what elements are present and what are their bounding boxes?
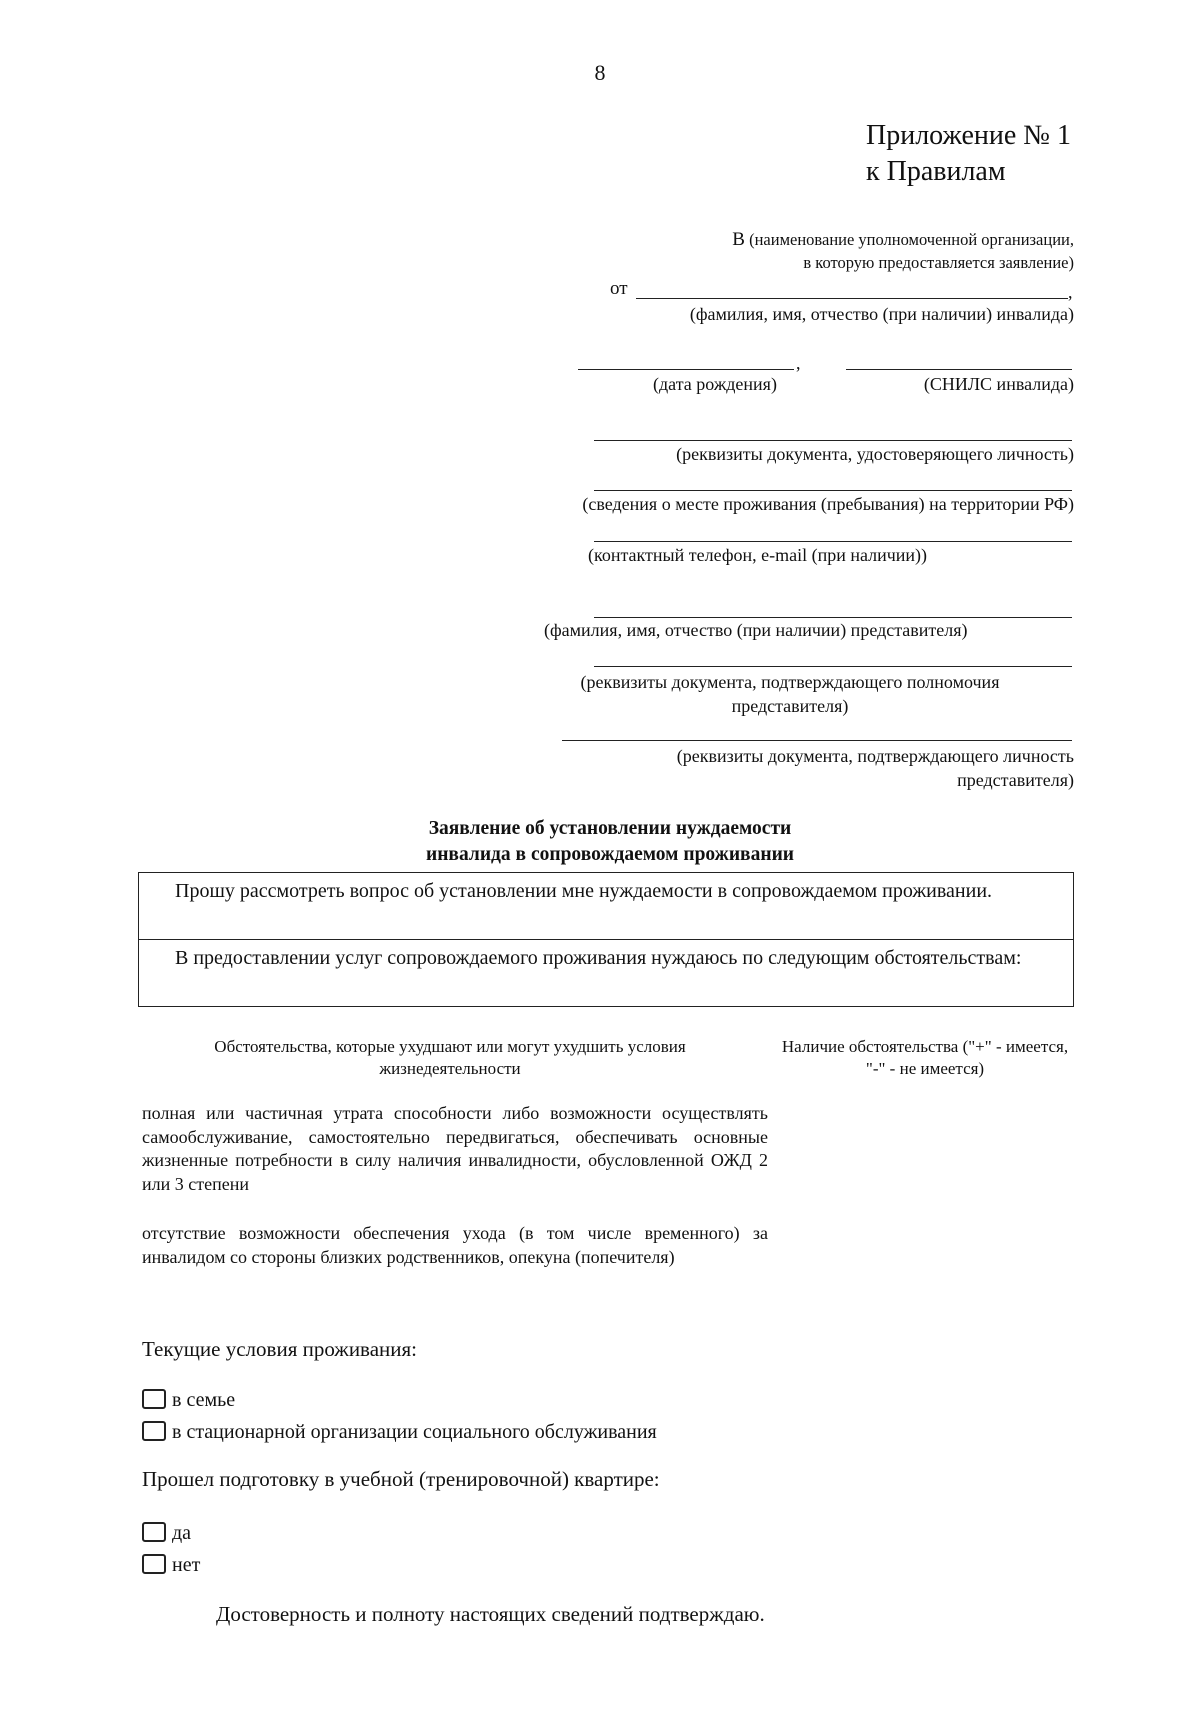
living-option-institution[interactable]	[142, 1417, 657, 1447]
living-option-institution-label: в стационарной организации социального обслуживания	[172, 1421, 657, 1443]
circumstance-row-1: полная или частичная утрата способности либо возможности осуществлять самообслуживание, самостоятельно передвигаться, обеспечивать основные жизненные потребности в силу наличия инвалидности, обусловленной ОЖД 2 или 3 степени	[142, 1103, 768, 1194]
circumstance-row-2: отсутствие возможности обеспечения ухода (в том числе временного) за инвалидом со стороны близких родственников, опекуна (попечителя)	[142, 1223, 768, 1267]
representative-fio-field[interactable]	[594, 617, 1072, 618]
id-document-caption: (реквизиты документа, удостоверяющего личность)	[676, 444, 1074, 464]
fio-comma: ,	[1068, 282, 1073, 302]
living-option-family[interactable]	[142, 1385, 235, 1415]
representative-power-caption-2: представителя)	[731, 696, 849, 716]
from-prefix: от	[610, 278, 628, 299]
living-option-family-label: в семье	[172, 1389, 236, 1411]
recipient-block	[660, 228, 1074, 274]
birth-comma: ,	[796, 353, 801, 373]
request-box	[138, 872, 1074, 1007]
training-option-no[interactable]	[142, 1550, 200, 1580]
representative-power-caption-1: (реквизиты документа, подтверждающего полномочия	[580, 672, 1000, 692]
birth-date-field[interactable]	[578, 369, 794, 370]
training-option-no-label: нет	[172, 1554, 201, 1576]
representative-fio-caption: (фамилия, имя, отчество (при наличии) представителя)	[544, 620, 968, 640]
representative-id-caption-2: представителя)	[957, 770, 1074, 790]
circumstances-column-header: Обстоятельства, которые ухудшают или могут ухудшить условия жизнедеятельности	[214, 1037, 686, 1078]
presence-column-header: Наличие обстоятельства ("+" - имеется, "-" - не имеется)	[781, 1037, 1069, 1078]
residence-field[interactable]	[594, 490, 1072, 491]
training-option-yes-label: да	[172, 1522, 192, 1544]
id-document-field[interactable]	[594, 440, 1072, 441]
appendix-line-1: Приложение № 1	[866, 120, 1071, 151]
representative-id-caption-1: (реквизиты документа, подтверждающего личность	[676, 746, 1074, 766]
living-conditions-label: Текущие условия проживания:	[142, 1337, 417, 1361]
contact-field[interactable]	[594, 541, 1072, 542]
snils-caption: (СНИЛС инвалида)	[923, 374, 1074, 394]
training-label: Прошел подготовку в учебной (тренировочной) квартире:	[142, 1467, 660, 1491]
recipient-prefix: В	[732, 229, 745, 250]
checkbox-icon[interactable]	[142, 1421, 166, 1441]
checkbox-icon[interactable]	[142, 1522, 166, 1542]
form-title-line-2: инвалида в сопровождаемом проживании	[425, 844, 795, 865]
birth-date-caption: (дата рождения)	[653, 374, 777, 394]
fio-caption: (фамилия, имя, отчество (при наличии) инвалида)	[689, 304, 1074, 324]
confirmation-text: Достоверность и полноту настоящих сведений подтверждаю.	[216, 1602, 765, 1626]
residence-caption: (сведения о месте проживания (пребывания) на территории РФ)	[582, 494, 1074, 514]
representative-id-field[interactable]	[562, 740, 1072, 741]
fio-field[interactable]	[636, 298, 1068, 299]
training-option-yes[interactable]	[142, 1518, 191, 1548]
snils-field[interactable]	[846, 369, 1072, 370]
representative-power-caption	[530, 670, 1050, 718]
circumstances-intro: В предоставлении услуг сопровождаемого проживания нуждаюсь по следующим обстоятельствам:	[139, 939, 1073, 1006]
representative-power-field[interactable]	[594, 666, 1072, 667]
checkbox-icon[interactable]	[142, 1554, 166, 1574]
request-text: Прошу рассмотреть вопрос об установлении мне нуждаемости в сопровождаемом проживании.	[175, 880, 993, 902]
form-title	[300, 816, 920, 868]
recipient-caption-2: в которую предоставляется заявление)	[803, 253, 1074, 272]
appendix-line-2: к Правилам	[866, 156, 1006, 187]
contact-caption: (контактный телефон, e-mail (при наличии))	[588, 545, 928, 565]
page-number: 8	[594, 60, 606, 85]
recipient-caption-1: (наименование уполномоченной организации,	[749, 230, 1074, 249]
representative-id-caption	[560, 744, 1074, 792]
checkbox-icon[interactable]	[142, 1389, 166, 1409]
form-title-line-1: Заявление об установлении нуждаемости	[428, 818, 792, 839]
appendix-label	[866, 118, 1071, 190]
